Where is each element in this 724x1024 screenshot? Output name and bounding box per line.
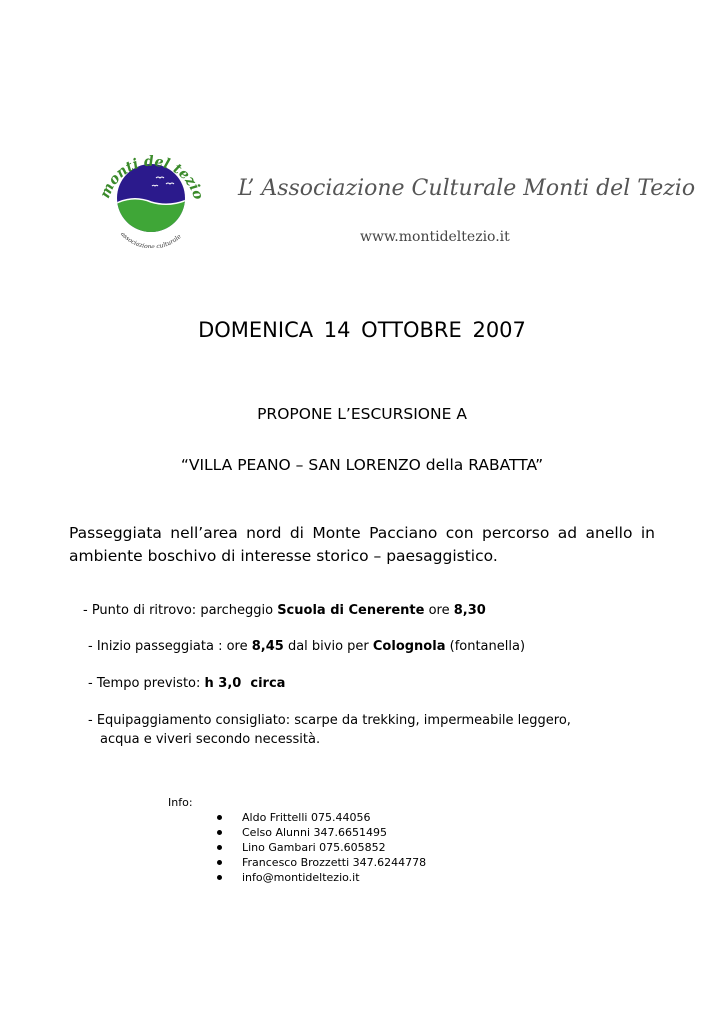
- start-time: 8,45: [251, 639, 284, 654]
- bullet-icon: [217, 860, 222, 865]
- start-mid: dal bivio per: [283, 639, 373, 654]
- website-link[interactable]: www.montideltezio.it: [360, 229, 510, 245]
- contact-text: Aldo Frittelli 075.44056: [242, 811, 371, 824]
- contacts-list: [210, 810, 426, 885]
- start-suffix: (fontanella): [445, 639, 526, 654]
- logo-subtitle-text: associazione culturale: [118, 230, 183, 248]
- association-logo: [96, 148, 206, 248]
- info-label: Info:: [168, 796, 193, 809]
- contact-text: Celso Alunni 347.6651495: [242, 826, 387, 839]
- proposal-line: PROPONE L’ESCURSIONE A: [257, 405, 467, 423]
- meeting-place: Scuola di Cenerente: [277, 603, 425, 618]
- bullet-icon: [217, 830, 222, 835]
- contact-item: [210, 840, 426, 855]
- contact-item: [210, 825, 426, 840]
- bullet-icon: [217, 845, 222, 850]
- contact-item[interactable]: [210, 870, 426, 885]
- contact-text: Francesco Brozzetti 347.6244778: [242, 856, 427, 869]
- meeting-time: 8,30: [453, 603, 486, 618]
- contact-item: [210, 855, 426, 870]
- svg-text:associazione culturale: [119, 231, 183, 248]
- equipment-line-1: - Equipaggiamento consigliato: scarpe da trekking, impermeabile leggero,: [88, 713, 571, 728]
- walk-description: Passeggiata nell’area nord di Monte Pacciano con percorso ad anello in ambiente boschivo di interesse storico – paesaggistico.: [69, 524, 655, 565]
- start-place: Colognola: [372, 639, 446, 654]
- duration-prefix: - Tempo previsto:: [88, 676, 205, 691]
- detail-walk-start: [88, 639, 525, 654]
- contact-item: [210, 810, 426, 825]
- event-date-heading: DOMENICA 14 OTTOBRE 2007: [198, 318, 526, 342]
- bullet-icon: [217, 815, 222, 820]
- duration-value: h 3,0 circa: [204, 676, 286, 691]
- detail-meeting-point: [83, 603, 486, 618]
- destination-title: “VILLA PEANO – SAN LORENZO della RABATTA”: [180, 456, 544, 474]
- start-prefix: - Inizio passeggiata : ore: [88, 639, 252, 654]
- logo-arc-text: monti del tezio: [97, 153, 206, 202]
- detail-equipment: [88, 711, 571, 749]
- meeting-prefix: - Punto di ritrovo: parcheggio: [83, 603, 278, 618]
- detail-duration: [88, 676, 285, 691]
- bullet-icon: [217, 875, 222, 880]
- equipment-line-2: acqua e viveri secondo necessità.: [100, 732, 321, 747]
- contact-email[interactable]: info@montideltezio.it: [242, 871, 360, 884]
- meeting-mid: ore: [424, 603, 454, 618]
- contact-text: Lino Gambari 075.605852: [242, 841, 386, 854]
- association-title: L’ Associazione Culturale Monti del Tezio: [238, 176, 696, 201]
